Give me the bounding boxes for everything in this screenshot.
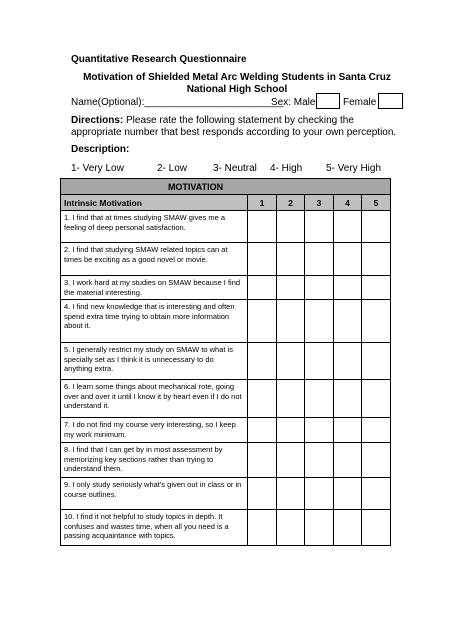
rating-cell-3[interactable] xyxy=(305,443,334,478)
table-row xyxy=(61,300,391,343)
rating-cell-3[interactable] xyxy=(305,380,334,418)
rating-cell-5[interactable] xyxy=(362,510,391,546)
directions-label: Directions: xyxy=(71,115,124,126)
rating-cell-3[interactable] xyxy=(305,343,334,380)
rating-cell-4[interactable] xyxy=(334,300,362,343)
rating-cell-4[interactable] xyxy=(334,443,362,478)
rating-cell-2[interactable] xyxy=(277,478,305,510)
rating-cell-4[interactable] xyxy=(334,478,362,510)
rating-cell-2[interactable] xyxy=(277,418,305,443)
rating-cell-2[interactable] xyxy=(277,243,305,276)
section-title: MOTIVATION xyxy=(167,181,224,192)
rating-cell-5[interactable] xyxy=(362,380,391,418)
section-header xyxy=(61,179,391,195)
rating-cell-2[interactable] xyxy=(277,443,305,478)
rating-cell-4[interactable] xyxy=(334,211,362,243)
table-row xyxy=(61,243,391,276)
rating-cell-4[interactable] xyxy=(334,380,362,418)
rating-col-4: 4 xyxy=(334,195,362,211)
rating-col-2: 2 xyxy=(277,195,305,211)
table-row xyxy=(61,211,391,243)
rating-col-5: 5 xyxy=(362,195,391,211)
rating-cell-4[interactable] xyxy=(334,243,362,276)
rating-cell-1[interactable] xyxy=(248,343,277,380)
item-rows xyxy=(61,211,391,546)
rating-cell-4[interactable] xyxy=(334,276,362,300)
directions xyxy=(71,115,401,139)
table-row xyxy=(61,418,391,443)
rating-cell-1[interactable] xyxy=(248,418,277,443)
rating-col-1: 1 xyxy=(248,195,277,211)
scale-2: 2- Low xyxy=(157,163,188,174)
table-row xyxy=(61,380,391,418)
rating-cell-3[interactable] xyxy=(305,243,334,276)
rating-cell-5[interactable] xyxy=(362,478,391,510)
name-field[interactable]: Name(Optional):_________________________ xyxy=(71,97,284,108)
item-statement: 10. I find it not helpful to study topics in depth. It confuses and wastes time, when all you need is a passing acquaintance with topics. xyxy=(61,510,248,546)
male-checkbox[interactable] xyxy=(316,93,340,109)
subtitle-line-2: National High School xyxy=(186,84,288,95)
rating-cell-5[interactable] xyxy=(362,211,391,243)
rating-cell-1[interactable] xyxy=(248,276,277,300)
rating-cell-2[interactable] xyxy=(277,343,305,380)
rating-cell-4[interactable] xyxy=(334,343,362,380)
rating-cell-3[interactable] xyxy=(305,418,334,443)
rating-cell-2[interactable] xyxy=(277,510,305,546)
rating-cell-2[interactable] xyxy=(277,300,305,343)
rating-cell-4[interactable] xyxy=(334,510,362,546)
description-label: Description: xyxy=(71,144,130,155)
item-statement: 7. I do not find my course very interesting, so I keep my work minimum. xyxy=(61,418,248,443)
item-statement: 3. I work hard at my studies on SMAW because I find the material interesting. xyxy=(61,276,248,300)
rating-col-3: 3 xyxy=(305,195,334,211)
rating-cell-2[interactable] xyxy=(277,380,305,418)
rating-cell-3[interactable] xyxy=(305,211,334,243)
rating-cell-5[interactable] xyxy=(362,443,391,478)
item-statement: 9. I only study seriously what's given out in class or in course outlines. xyxy=(61,478,248,510)
rating-cell-1[interactable] xyxy=(248,443,277,478)
scale-3: 3- Neutral xyxy=(213,163,257,174)
rating-cell-1[interactable] xyxy=(248,478,277,510)
rating-cell-3[interactable] xyxy=(305,510,334,546)
rating-cell-5[interactable] xyxy=(362,418,391,443)
rating-cell-3[interactable] xyxy=(305,276,334,300)
item-statement: 1. I find that at times studying SMAW gives me a feeling of deep personal satisfaction. xyxy=(61,211,248,243)
sex-label: Sex: Male xyxy=(271,97,316,108)
scale-5: 5- Very High xyxy=(326,163,382,174)
rating-cell-2[interactable] xyxy=(277,211,305,243)
scale-4: 4- High xyxy=(270,163,303,174)
subtitle-line-1: Motivation of Shielded Metal Arc Welding Students in Santa Cruz xyxy=(83,72,391,83)
rating-cell-4[interactable] xyxy=(334,418,362,443)
table-row xyxy=(61,343,391,380)
rating-cell-1[interactable] xyxy=(248,300,277,343)
directions-text: Please rate the following statement by checking the appropriate number that best responds according to your own perception. xyxy=(71,115,397,138)
scale-1: 1- Very Low xyxy=(71,163,124,174)
item-statement: 4. I find new knowledge that is interesting and often spend extra time trying to obtain more information about it. xyxy=(61,300,248,343)
item-statement: 6. I learn some things about mechanical rote, going over and over it until I know it by heart even if I do not understand it. xyxy=(61,380,248,418)
column-header-row xyxy=(61,195,391,211)
rating-cell-3[interactable] xyxy=(305,300,334,343)
table-row xyxy=(61,443,391,478)
female-label: Female xyxy=(343,97,377,108)
document-title: Quantitative Research Questionnaire xyxy=(71,54,247,65)
rating-cell-1[interactable] xyxy=(248,380,277,418)
rating-cell-5[interactable] xyxy=(362,300,391,343)
rating-cell-5[interactable] xyxy=(362,243,391,276)
item-statement: 8. I find that I can get by in most assessment by memorizing key sections rather than trying to understand them. xyxy=(61,443,248,478)
table-row xyxy=(61,276,391,300)
rating-table xyxy=(60,178,391,546)
table-row xyxy=(61,478,391,510)
rating-cell-3[interactable] xyxy=(305,478,334,510)
column-header-label: Intrinsic Motivation xyxy=(61,195,248,211)
rating-cell-1[interactable] xyxy=(248,211,277,243)
rating-cell-1[interactable] xyxy=(248,243,277,276)
rating-cell-5[interactable] xyxy=(362,343,391,380)
item-statement: 5. I generally restrict my study on SMAW to what is specially set as I think it is unnecessary to do anything extra. xyxy=(61,343,248,380)
female-checkbox[interactable] xyxy=(378,93,403,109)
table-row xyxy=(61,510,391,546)
rating-cell-2[interactable] xyxy=(277,276,305,300)
rating-cell-1[interactable] xyxy=(248,510,277,546)
item-statement: 2. I find that studying SMAW related topics can at times be exciting as a good novel or movie. xyxy=(61,243,248,276)
rating-cell-5[interactable] xyxy=(362,276,391,300)
